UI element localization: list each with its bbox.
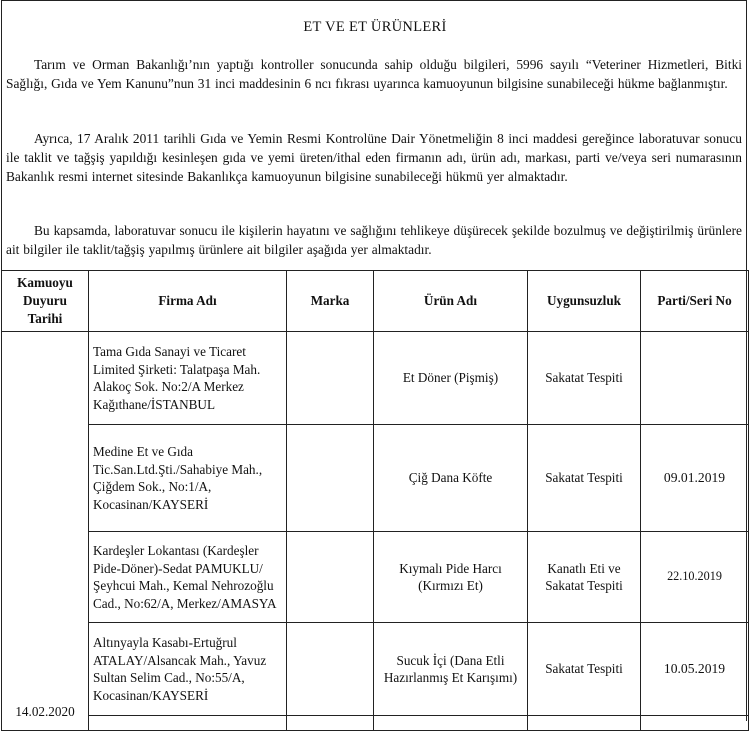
product-cell: Çiğ Dana Köfte [374,425,528,532]
header-brand: Marka [287,271,374,332]
empty-cell [89,716,287,731]
firm-cell: Tama Gıda Sanayi ve Ticaret Limited Şirketi: Talatpaşa Mah. Alakoç Sok. No:2/A Merkez Kağıthane/İSTANBUL [89,332,287,425]
document-title: ET VE ET ÜRÜNLERİ [303,19,447,35]
header-lot-number: Parti/Seri No [641,271,749,332]
intro-paragraph-1 [6,55,742,93]
nonconformity-cell: Sakatat Tespiti [528,623,641,716]
intro-paragraph-2 [6,129,742,186]
firm-cell: Altınyayla Kasabı-Ertuğrul ATALAY/Alsancak Mah., Yavuz Sultan Selim Cad., No:55/A, Kocasinan/KAYSERİ [89,623,287,716]
brand-cell [287,623,374,716]
brand-cell [287,332,374,425]
product-cell: Et Döner (Pişmiş) [374,332,528,425]
paragraph-text: Tarım ve Orman Bakanlığı’nın yaptığı kontroller sonucunda sahip olduğu bilgileri, 5996 sayılı “Veteriner Hizmetleri, Bitki Sağlığı, Gıda ve Yem Kanunu”nun 31 inci maddesinin 6 ncı fıkrası uyarınca kamuoyunun bilgisine sunabileceği hükme bağlanmıştır. [6,57,742,91]
table-row-partial [2,716,749,731]
firm-cell: Medine Et ve Gıda Tic.San.Ltd.Şti./Sahabiye Mah., Çiğdem Sok., No:1/A, Kocasinan/KAYSERİ [89,425,287,532]
empty-cell [641,716,749,731]
announcement-date-cell: 14.02.2020 [2,332,89,731]
lot-cell: 10.05.2019 [641,623,749,716]
brand-cell [287,425,374,532]
header-nonconformity: Uygunsuzluk [528,271,641,332]
nonconformity-cell: Kanatlı Eti ve Sakatat Tespiti [528,532,641,623]
table-row [2,332,749,425]
product-cell: Kıymalı Pide Harcı (Kırmızı Et) [374,532,528,623]
paragraph-text: Ayrıca, 17 Aralık 2011 tarihli Gıda ve Yemin Resmi Kontrolüne Dair Yönetmeliğin 8 inci maddesi gereğince laboratuvar sonucu ile taklit ve tağşiş yapıldığı kesinleşen gıda ve yemi üreten/ithal eden firmanın adı, ürün adı, markası, parti ve/veya seri numarasının Bakanlık resmi internet sitesinde Bakanlıkça kamuoyunun bilgisine sunabileceği hükmü yer almaktadır. [6,131,742,184]
table-header-row [2,271,749,332]
lot-cell [641,332,749,425]
nonconformity-cell: Sakatat Tespiti [528,425,641,532]
intro-paragraph-3 [6,221,742,259]
empty-cell [374,716,528,731]
lot-cell: 22.10.2019 [641,532,749,623]
table-row [2,425,749,532]
empty-cell [528,716,641,731]
header-firm-name: Firma Adı [89,271,287,332]
brand-cell [287,532,374,623]
table-row [2,532,749,623]
nonconformity-cell: Sakatat Tespiti [528,332,641,425]
paragraph-text: Bu kapsamda, laboratuvar sonucu ile kişilerin hayatını ve sağlığını tehlikeye düşürecek şekilde bozulmuş ve değiştirilmiş ürünlere ait bilgiler ile taklit/tağşiş yapılmış ürünlere ait bilgiler aşağıda yer almaktadır. [6,223,742,257]
header-product-name: Ürün Adı [374,271,528,332]
empty-cell [287,716,374,731]
product-cell: Sucuk İçi (Dana Etli Hazırlanmış Et Karışımı) [374,623,528,716]
inspection-results-table [1,270,749,731]
header-announcement-date: Kamuoyu Duyuru Tarihi [2,271,89,332]
firm-cell: Kardeşler Lokantası (Kardeşler Pide-Döner)-Sedat PAMUKLU/Şeyhcui Mah., Kemal Nehrozoğlu Cad., No:62/A, Merkez/AMASYA [89,532,287,623]
lot-cell: 09.01.2019 [641,425,749,532]
table-row [2,623,749,716]
